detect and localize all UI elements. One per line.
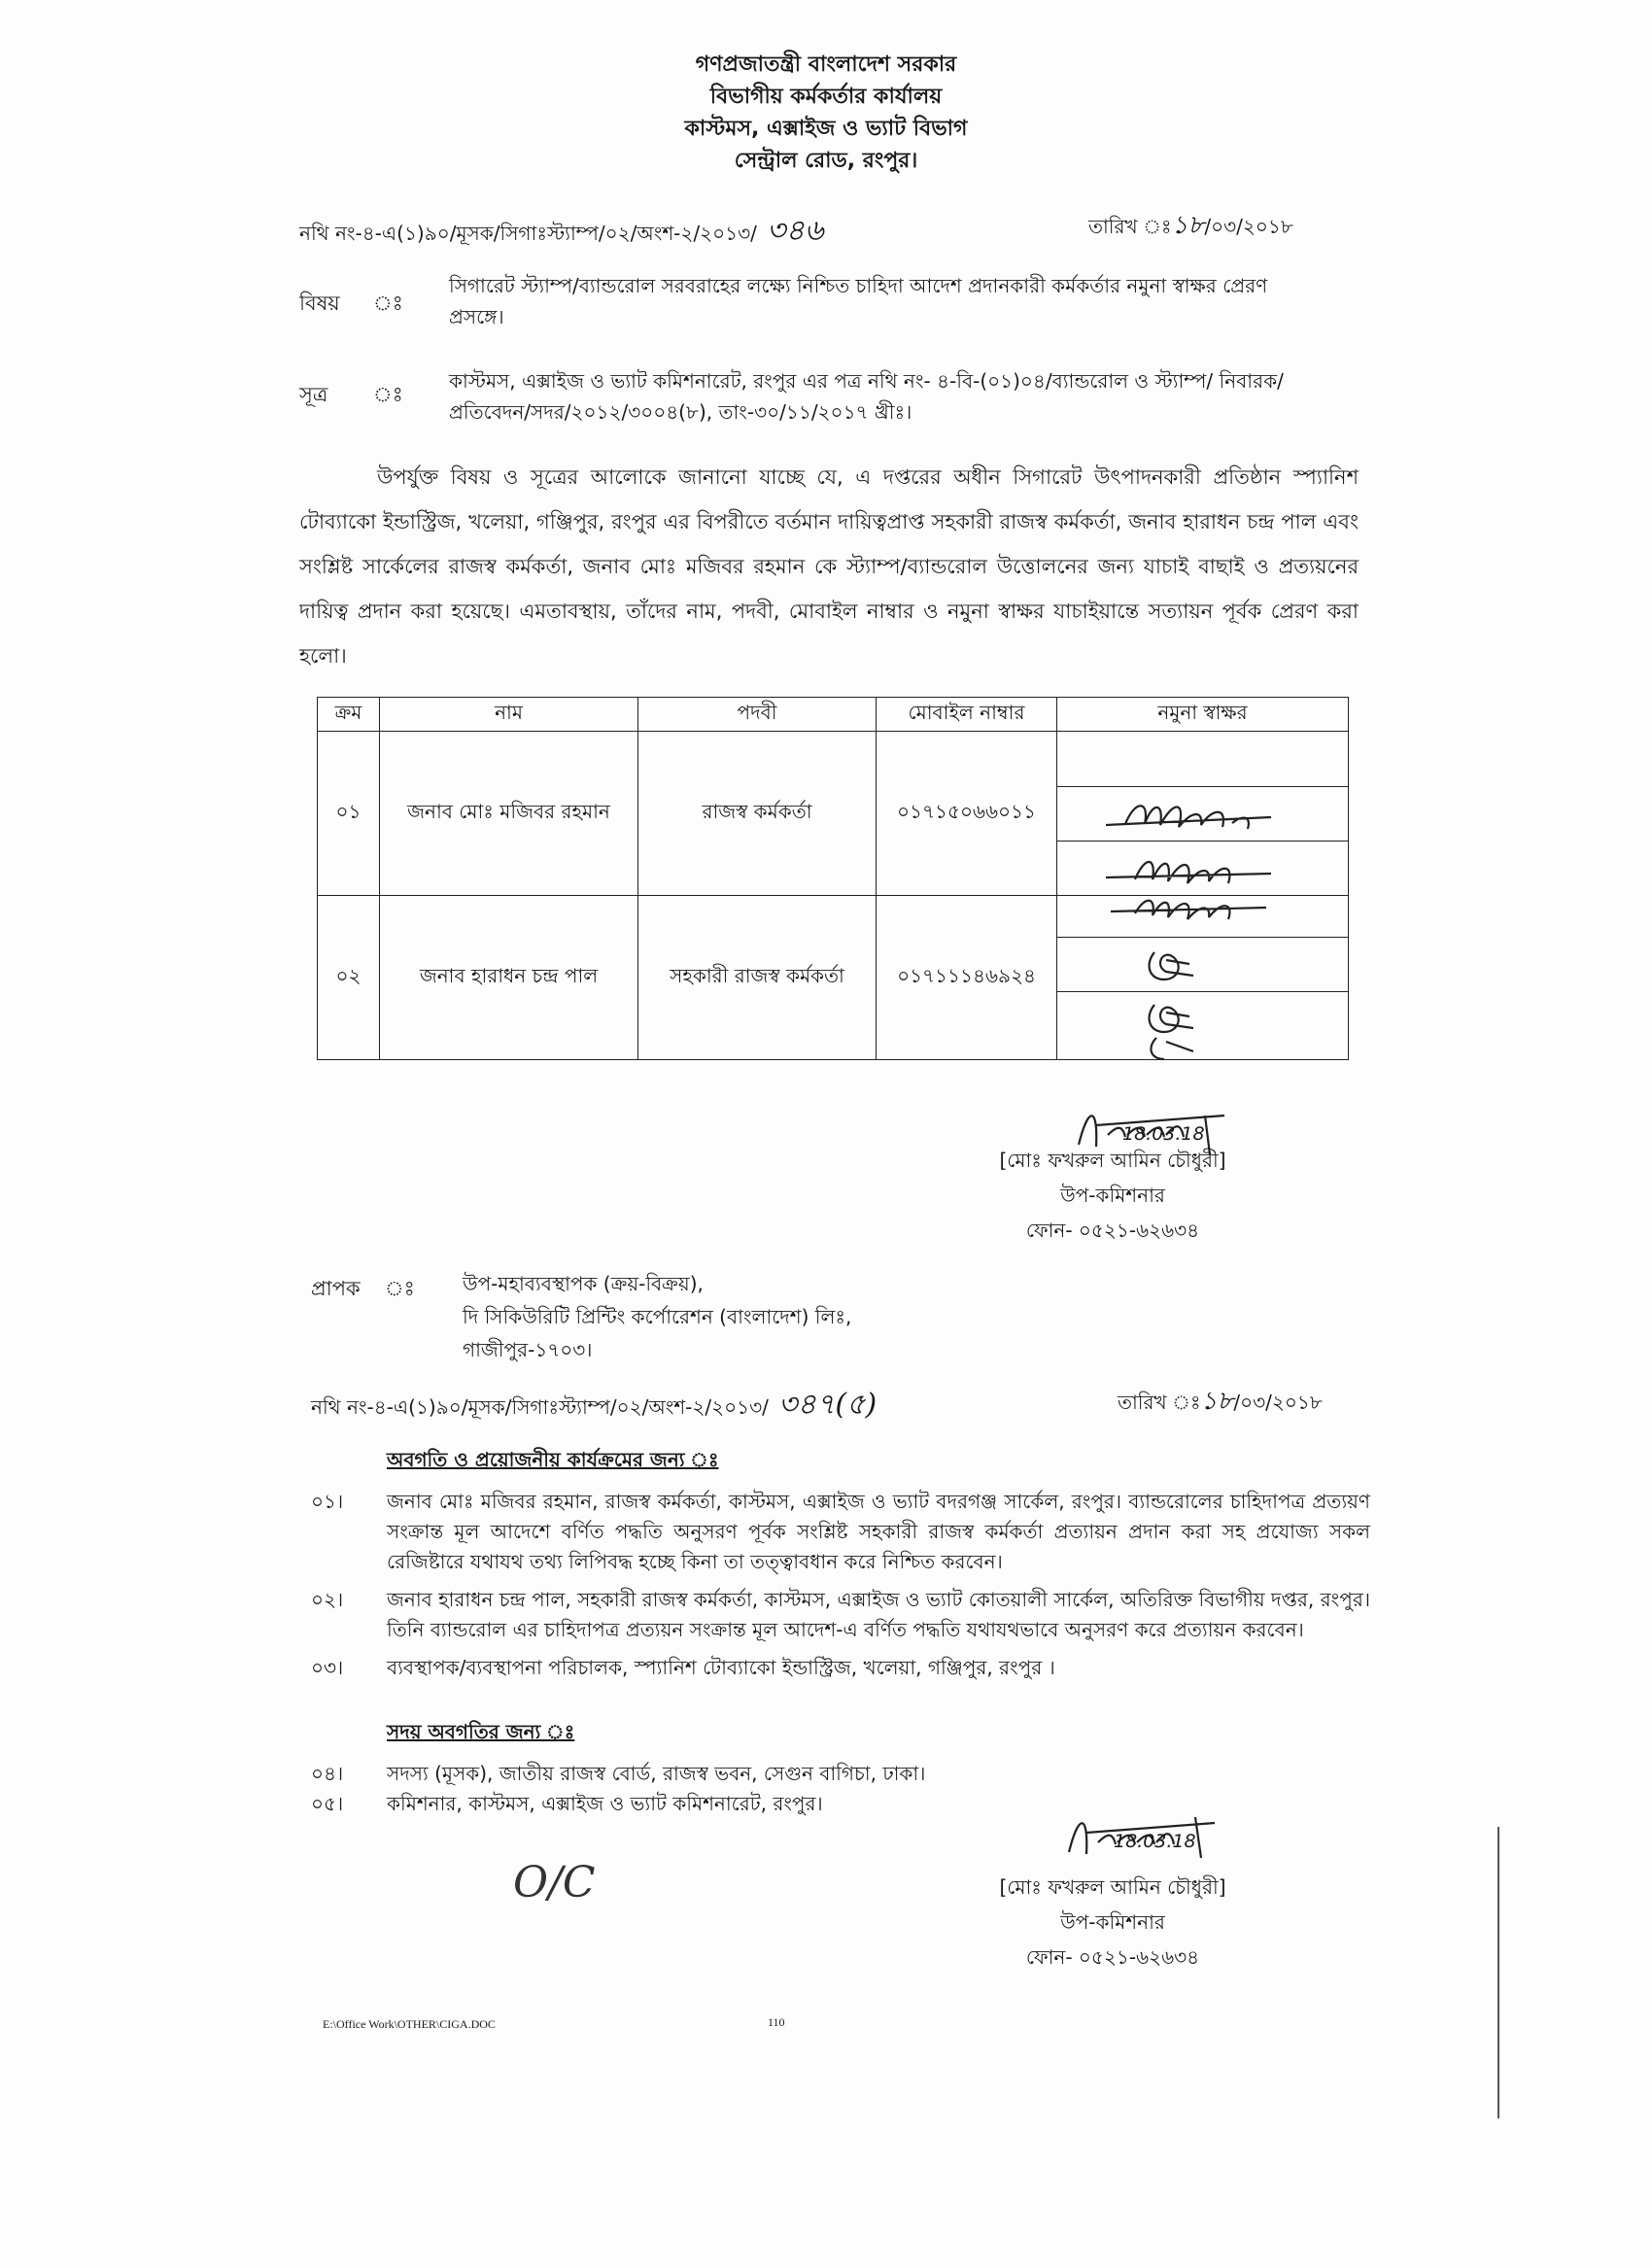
- header-designation: পদবী: [638, 698, 877, 732]
- action-list: [311, 1487, 1370, 1683]
- memo2-date-label: তারিখ ঃ: [1118, 1391, 1201, 1414]
- memo1-date-handwritten: ১৮: [1171, 211, 1205, 240]
- letterhead: [0, 49, 1652, 177]
- letterhead-line-1: গণপ্রজাতন্ত্রী বাংলাদেশ সরকার: [695, 52, 957, 77]
- subject-label: বিষয়: [299, 292, 340, 315]
- signatory1-name: [মোঃ ফখরুল আমিন চৌধুরী]: [999, 1149, 1226, 1172]
- list-item: [311, 1759, 1370, 1789]
- item-text: কমিশনার, কাস্টমস, এক্সাইজ ও ভ্যাট কমিশনারেট, রংপুর।: [387, 1792, 823, 1815]
- recipient-colon: ঃ: [385, 1277, 415, 1300]
- footer-page-number: 110: [768, 2015, 785, 2029]
- signature-mojibor-2: [1106, 862, 1271, 883]
- memo1-date-label: তারিখ ঃ: [1088, 215, 1172, 238]
- header-serial: ক্রম: [318, 698, 380, 732]
- signatory1-date: 18.03.18: [1122, 1123, 1205, 1145]
- memo2-reference: [311, 1390, 877, 1423]
- recipient-line-1: উপ-মহাব্যবস্থাপক (ক্রয়-বিক্রয়),: [463, 1272, 704, 1295]
- row1-signature-images: [1057, 732, 1349, 895]
- recipient-line-2: দি সিকিউরিটি প্রিন্টিং কর্পোরেশন (বাংলাদেশ) লিঃ,: [463, 1305, 852, 1328]
- memo2-date: [1118, 1386, 1323, 1418]
- margin-line: [1497, 1827, 1499, 2118]
- body-paragraph: উপর্যুক্ত বিষয় ও সূত্রের আলোকে জানানো যাচ্ছে যে, এ দপ্তরের অধীন সিগারেট উৎপাদনকারী প্রতিষ্ঠান স্প্যানিশ টোব্যাকো ইন্ডাস্ট্রিজ, খলেয়া, গঞ্জিপুর, রংপুর এর বিপরীতে বর্তমান দায়িত্বপ্রাপ্ত সহকারী রাজস্ব কর্মকর্তা, জনাব হারাধন চন্দ্র পাল এবং সংশ্লিষ্ট সার্কেলের রাজস্ব কর্মকর্তা, জনাব মোঃ মজিবর রহমান কে স্ট্যাম্প/ব্যান্ডরোল উত্তোলনের জন্য যাচাই বাছাই ও প্রত্যয়নের দায়িত্ব প্রদান করা হয়েছে। এমতাবস্থায়, তাঁদের নাম, পদবী, মোবাইল নাম্বার ও নমুনা স্বাক্ষর যাচাইয়ান্তে সত্যায়ন পূর্বক প্রেরণ করা হলো।: [299, 465, 1359, 668]
- footer-file-path: E:\Office Work\OTHER\CIGA.DOC: [323, 2017, 496, 2031]
- memo2-ref-prefix: নথি নং-৪-এ(১)৯০/মূসক/সিগাঃস্ট্যাম্প/০২/অংশ-২/২০১৩/: [311, 1395, 769, 1419]
- info-heading: সদয় অবগতির জন্য ঃ: [387, 1720, 575, 1743]
- letterhead-line-2: বিভাগীয় কর্মকর্তার কার্যালয়: [709, 85, 943, 109]
- table-row: [318, 732, 1349, 896]
- row2-name: জনাব হারাধন চন্দ্র পাল: [380, 896, 638, 1060]
- signatory2-block: [972, 1870, 1254, 1975]
- item-text: সদস্য (মূসক), জাতীয় রাজস্ব বোর্ড, রাজস্ব ভবন, সেগুন বাগিচা, ঢাকা।: [387, 1762, 926, 1785]
- letterhead-line-3: কাস্টমস, এক্সাইজ ও ভ্যাট বিভাগ: [684, 117, 968, 141]
- item-number: ০৪।: [311, 1762, 344, 1785]
- row2-signature-images: [1057, 896, 1349, 1059]
- row2-designation: সহকারী রাজস্ব কর্মকর্তা: [638, 896, 877, 1060]
- specimen-signature-table: [317, 697, 1349, 1060]
- table-header-row: [318, 698, 1349, 732]
- office-copy-mark: O/C: [513, 1858, 596, 1907]
- item-number: ০৩।: [311, 1656, 344, 1679]
- recipient-block: [463, 1267, 851, 1366]
- memo1-date: [1088, 210, 1293, 242]
- list-item: [311, 1487, 1370, 1577]
- memo1-ref-prefix: নথি নং-৪-এ(১)৯০/মূসক/সিগাঃস্ট্যাম্প/০২/অংশ-২/২০১৩/: [299, 222, 757, 245]
- letterhead-line-4: সেন্ট্রাল রোড, রংপুর।: [734, 149, 918, 173]
- signatory1-title: উপ-কমিশনার: [1060, 1184, 1165, 1207]
- table-row: [318, 896, 1349, 1060]
- row2-signatures: [1057, 896, 1349, 1060]
- source-text: কাস্টমস, এক্সাইজ ও ভ্যাট কমিশনারেট, রংপুর এর পত্র নথি নং- ৪-বি-(০১)০৪/ব্যান্ডরোল ও স্ট্যাম্প/ নিবারক/প্রতিবেদন/সদর/২০১২/৩০০৪(৮), তাং-৩০/১১/২০১৭ খ্রীঃ।: [449, 369, 1284, 424]
- source-label: সূত্র: [299, 383, 328, 406]
- row1-signatures: [1057, 732, 1349, 896]
- signature-haradhan-2: [1150, 1005, 1193, 1032]
- recipient-label: প্রাপক: [311, 1277, 361, 1300]
- signature-haradhan-1: [1150, 952, 1193, 979]
- item-text: জনাব হারাধন চন্দ্র পাল, সহকারী রাজস্ব কর্মকর্তা, কাস্টমস, এক্সাইজ ও ভ্যাট কোতয়ালী সার্কেল, অতিরিক্ত বিভাগীয় দপ্তর, রংপুর। তিনি ব্যান্ডরোল এর চাহিদাপত্র প্রত্যয়ন সংক্রান্ত মূল আদেশ-এ বর্ণিত পদ্ধতি যথাযথভাবে অনুসরণ করে প্রত্যায়ন করবেন।: [387, 1588, 1370, 1641]
- memo2-ref-handwritten: ৩৪৭(৫): [777, 1388, 878, 1422]
- item-text: জনাব মোঃ মজিবর রহমান, রাজস্ব কর্মকর্তা, কাস্টমস, এক্সাইজ ও ভ্যাট বদরগঞ্জ সার্কেল, রংপুর। ব্যান্ডরোলের চাহিদাপত্র প্রত্যয়ণ সংক্রান্ত মূল আদেশে বর্ণিত পদ্ধতি অনুসরণ পূর্বক সংশ্লিষ্ট সহকারী রাজস্ব কর্মকর্তা প্রত্যায়ন প্রদান করা সহ প্রযোজ্য সকল রেজিষ্টারে যথাযথ তথ্য লিপিবদ্ধ হচ্ছে কিনা তা তত্ত্বাবধান করে নিশ্চিত করবেন।: [387, 1490, 1370, 1573]
- signatory2-date: 18.03.18: [1114, 1831, 1196, 1852]
- memo1-date-suffix: /০৩/২০১৮: [1204, 215, 1293, 238]
- signatory1-phone: ফোন- ০৫২১-৬২৬৩৪: [1025, 1219, 1200, 1242]
- list-item: [311, 1585, 1370, 1645]
- memo2-date-suffix: /০৩/২০১৮: [1233, 1391, 1323, 1414]
- signature-mojibor-3: [1111, 901, 1266, 919]
- row1-serial: ০১: [318, 732, 380, 896]
- signatory2-name: [মোঃ ফখরুল আমিন চৌধুরী]: [999, 1875, 1226, 1899]
- item-number: ০১।: [311, 1490, 344, 1513]
- signature-mojibor-1: [1106, 806, 1271, 829]
- header-signature: নমুনা স্বাক্ষর: [1057, 698, 1349, 732]
- header-name: নাম: [380, 698, 638, 732]
- signatory2-title: উপ-কমিশনার: [1060, 1910, 1165, 1934]
- row2-serial: ০২: [318, 896, 380, 1060]
- row1-designation: রাজস্ব কর্মকর্তা: [638, 732, 877, 896]
- item-number: ০২।: [311, 1588, 344, 1611]
- memo2-date-handwritten: ১৮: [1200, 1387, 1234, 1416]
- row1-name: জনাব মোঃ মজিবর রহমান: [380, 732, 638, 896]
- signatory2-phone: ফোন- ০৫২১-৬২৬৩৪: [1025, 1945, 1200, 1969]
- source-colon: ঃ: [373, 383, 403, 406]
- memo1-reference: [299, 216, 823, 249]
- subject-colon: ঃ: [373, 292, 403, 315]
- list-item: [311, 1653, 1370, 1683]
- item-number: ০৫।: [311, 1792, 344, 1815]
- header-mobile: মোবাইল নাম্বার: [877, 698, 1057, 732]
- action-heading: অবগতি ও প্রয়োজনীয় কার্যক্রমের জন্য ঃ: [387, 1448, 719, 1471]
- recipient-line-3: গাজীপুর-১৭০৩।: [463, 1338, 593, 1361]
- signatory1-block: [972, 1143, 1254, 1248]
- memo1-ref-handwritten: ৩৪৬: [766, 214, 824, 248]
- item-text: ব্যবস্থাপক/ব্যবস্থাপনা পরিচালক, স্প্যানিশ টোব্যাকো ইন্ডাস্ট্রিজ, খলেয়া, গঞ্জিপুর, রংপুর ।: [387, 1656, 1055, 1679]
- row2-mobile: ০১৭১১১৪৬৯২৪: [877, 896, 1057, 1060]
- row1-mobile: ০১৭১৫০৬৬০১১: [877, 732, 1057, 896]
- signature-haradhan-3: [1151, 1038, 1193, 1059]
- subject-text: সিগারেট স্ট্যাম্প/ব্যান্ডরোল সরবরাহের লক্ষ্যে নিশ্চিত চাহিদা আদেশ প্রদানকারী কর্মকর্তার নমুনা স্বাক্ষর প্রেরণ প্রসঙ্গে।: [449, 274, 1268, 328]
